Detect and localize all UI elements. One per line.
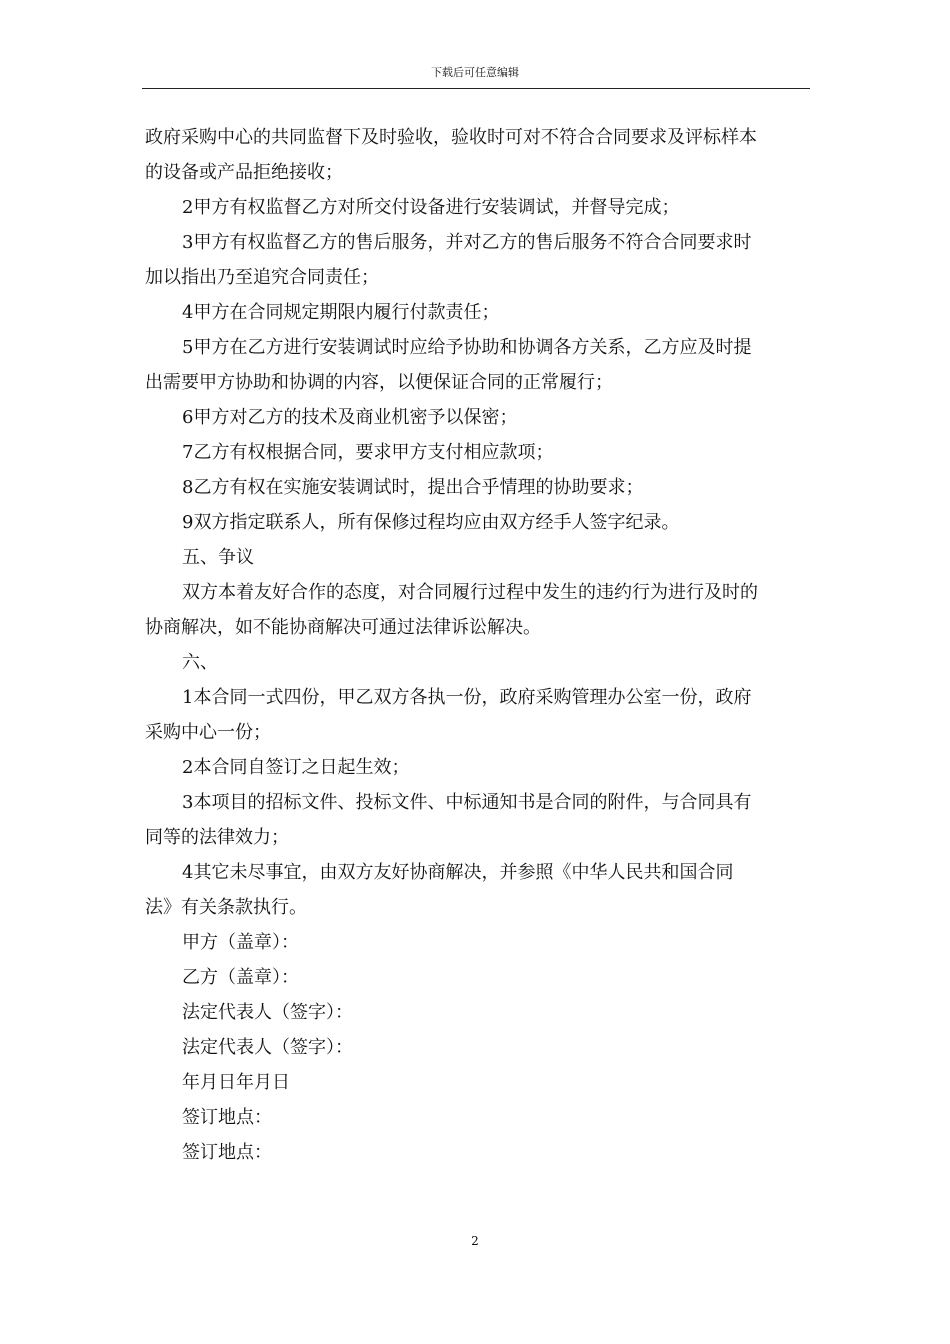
- text-line: 4其它未尽事宜，由双方友好协商解决，并参照《中华人民共和国合同: [182, 862, 734, 883]
- text-line: 年月日年月日: [182, 1072, 290, 1093]
- text-line: 双方本着友好合作的态度，对合同履行过程中发生的违约行为进行及时的: [182, 582, 758, 603]
- text-line: 2甲方有权监督乙方对所交付设备进行安装调试，并督导完成；: [182, 197, 680, 218]
- text-line: 同等的法律效力；: [145, 827, 289, 848]
- text-line: 的设备或产品拒绝接收；: [145, 162, 343, 183]
- text-line: 4甲方在合同规定期限内履行付款责任；: [182, 302, 500, 323]
- text-line: 7乙方有权根据合同，要求甲方支付相应款项；: [182, 442, 554, 463]
- page-header: 下载后可任意编辑: [431, 66, 519, 79]
- text-line: 2本合同自签订之日起生效；: [182, 757, 410, 778]
- text-line: 法定代表人（签字）：: [182, 1037, 353, 1058]
- text-line: 政府采购中心的共同监督下及时验收，验收时可对不符合合同要求及评标样本: [145, 127, 757, 148]
- text-line: 6甲方对乙方的技术及商业机密予以保密；: [182, 407, 518, 428]
- text-line: 9双方指定联系人，所有保修过程均应由双方经手人签字纪录。: [182, 512, 680, 533]
- text-line: 8乙方有权在实施安装调试时，提出合乎情理的协助要求；: [182, 477, 644, 498]
- text-line: 3甲方有权监督乙方的售后服务，并对乙方的售后服务不符合合同要求时: [182, 232, 752, 253]
- text-line: 签订地点：: [182, 1107, 272, 1128]
- text-line: 六、: [182, 652, 218, 673]
- text-line: 甲方（盖章）：: [182, 932, 299, 953]
- document-body: [145, 120, 807, 1170]
- text-line: 5甲方在乙方进行安装调试时应给予协助和协调各方关系，乙方应及时提: [182, 337, 752, 358]
- text-line: 五、争议: [182, 547, 254, 568]
- text-line: 采购中心一份；: [145, 722, 271, 743]
- header-divider: [142, 88, 810, 89]
- text-line: 加以指出乃至追究合同责任；: [145, 267, 379, 288]
- page-number: 2: [471, 1234, 479, 1248]
- text-line: 签订地点：: [182, 1142, 272, 1163]
- text-line: 乙方（盖章）：: [182, 967, 299, 988]
- text-line: 1本合同一式四份，甲乙双方各执一份，政府采购管理办公室一份，政府: [182, 687, 752, 708]
- text-line: 出需要甲方协助和协调的内容，以便保证合同的正常履行；: [145, 372, 613, 393]
- text-line: 协商解决，如不能协商解决可通过法律诉讼解决。: [145, 617, 541, 638]
- text-line: 法定代表人（签字）：: [182, 1002, 353, 1023]
- text-line: 法》有关条款执行。: [145, 897, 307, 918]
- text-line: 3本项目的招标文件、投标文件、中标通知书是合同的附件，与合同具有: [182, 792, 752, 813]
